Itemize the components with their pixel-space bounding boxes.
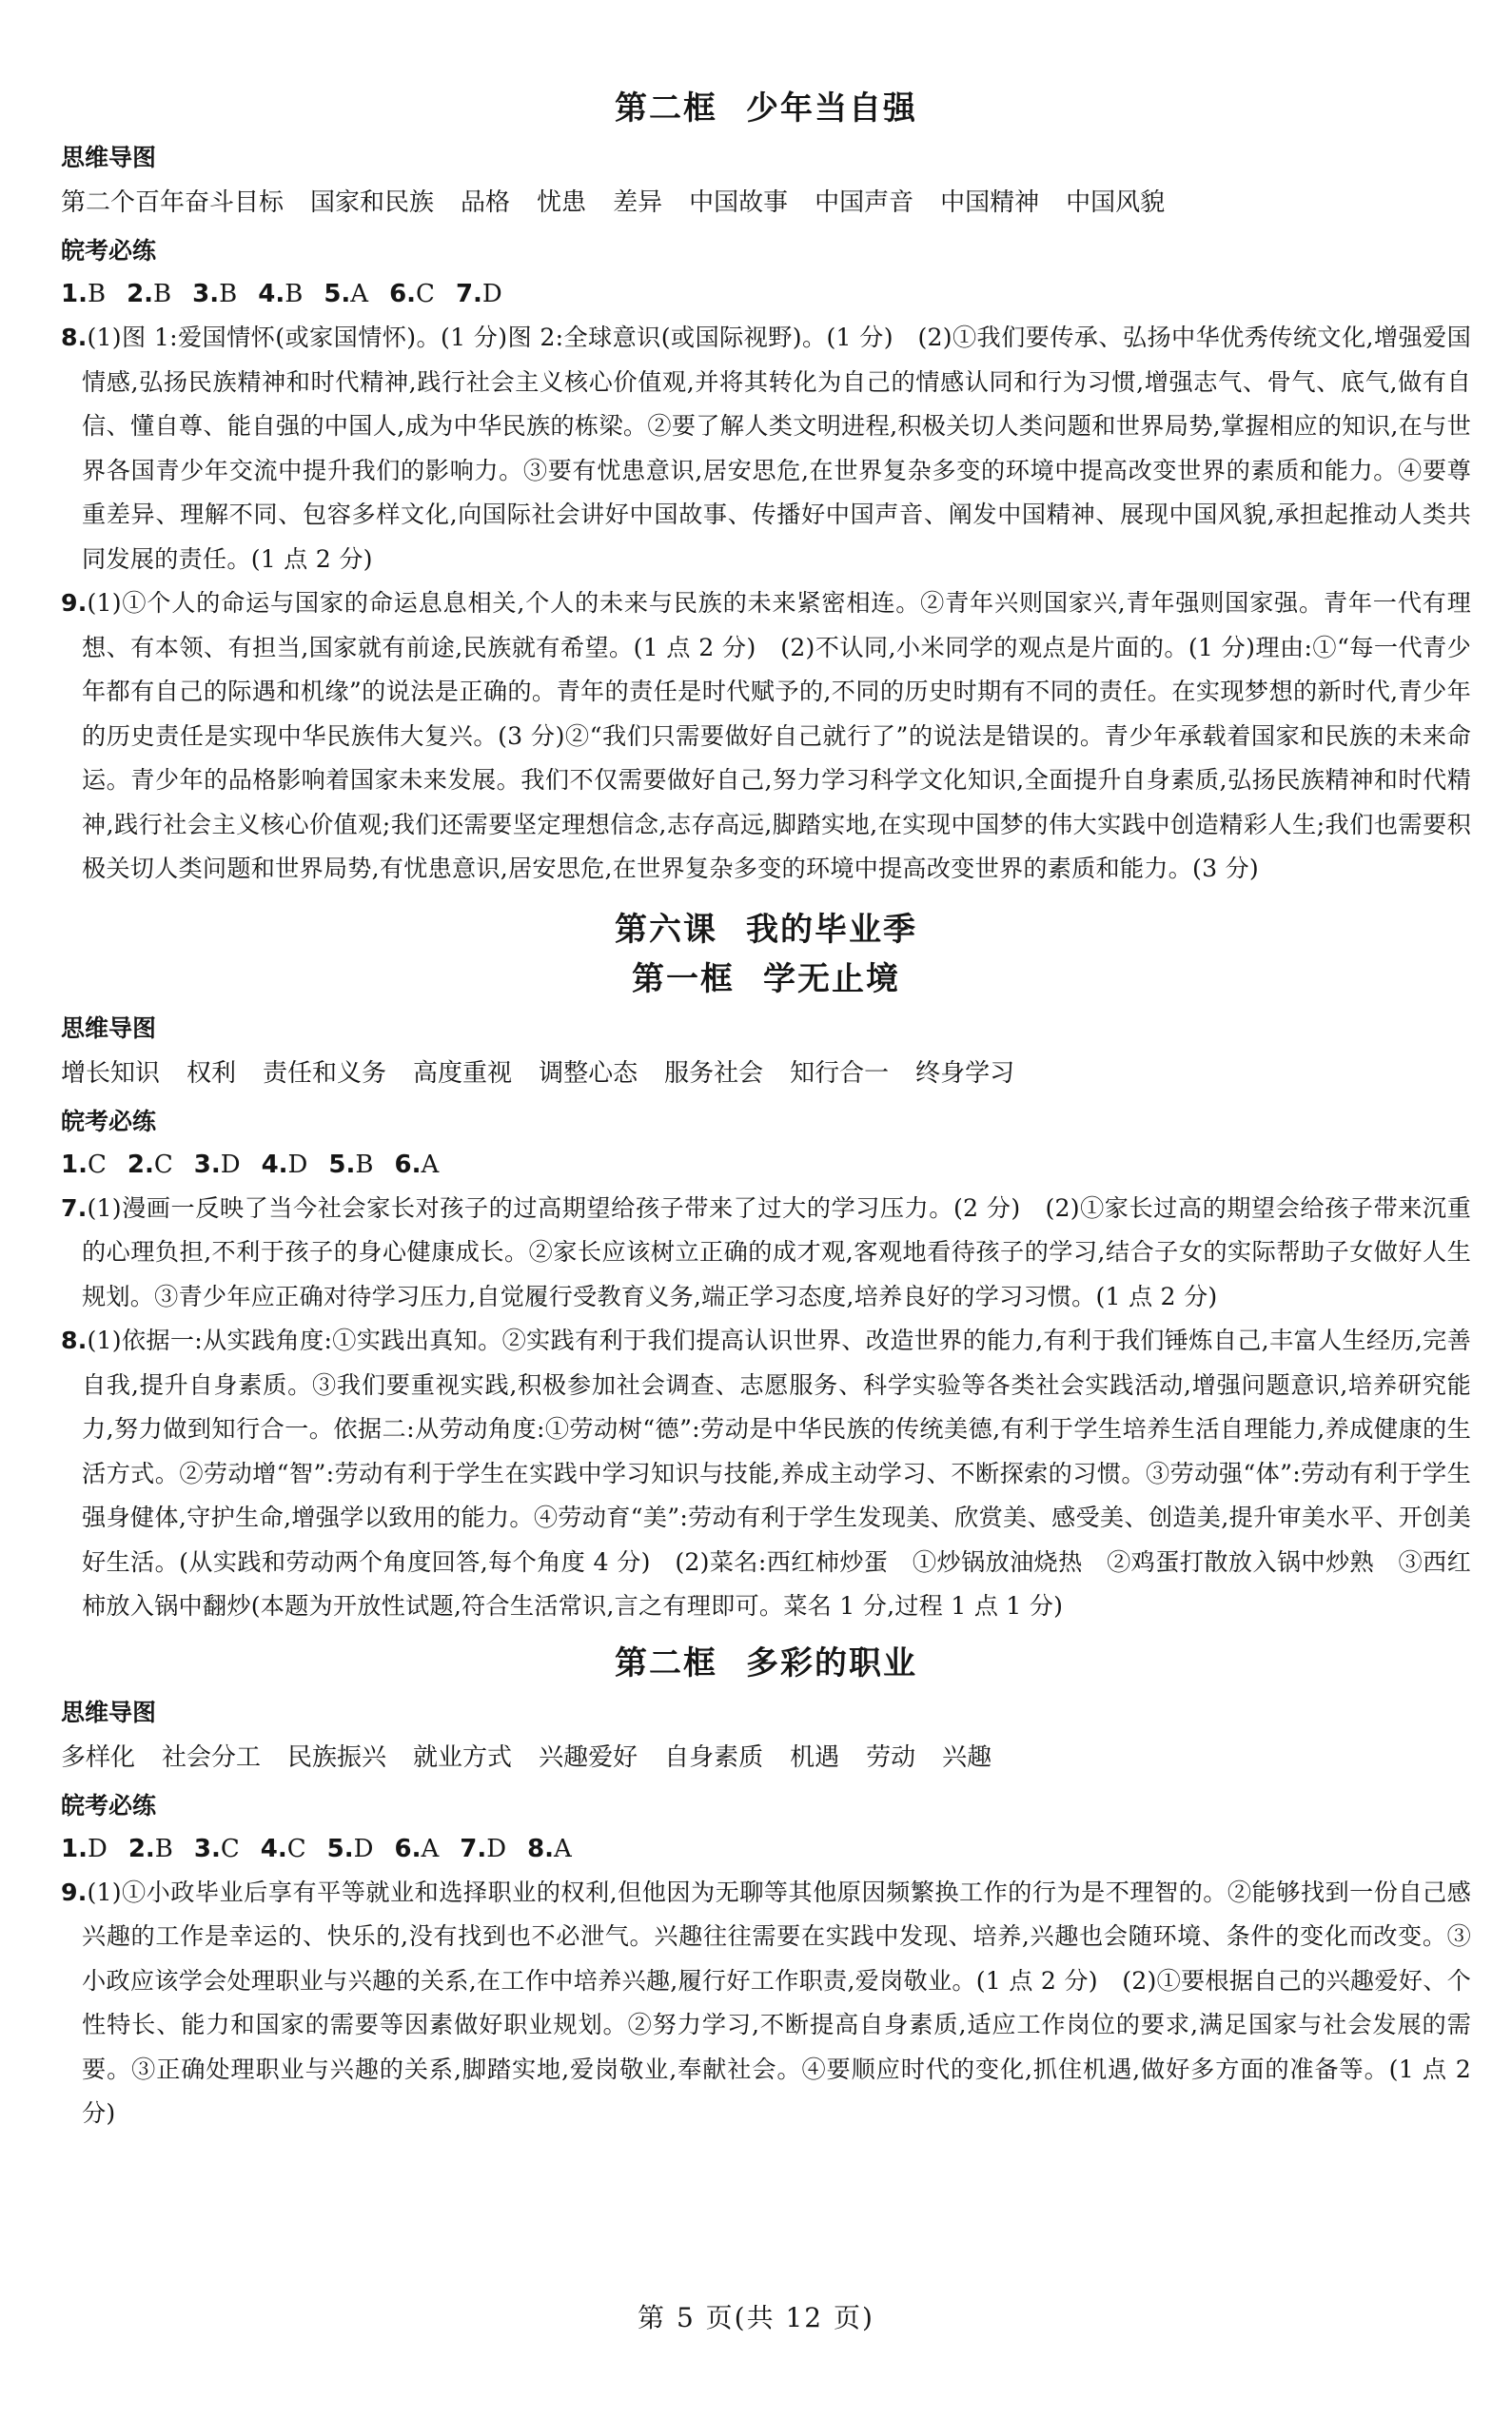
question-answer: 7.(1)漫画一反映了当今社会家长对孩子的过高期望给孩子带来了过大的学习压力。(2 分) (2)①家长过高的期望会给孩子带来沉重的心理负担,不利于孩子的身心健康成长。②家长应该树立正确的成才观,客观地看待孩子的学习,结合子女的实际帮助子女做好人生规划。③青少年应正确对待学习压力,自觉履行受教育义务,端正学习态度,培养良好的学习习惯。(1 点 2 分) <box>61 1193 1471 1310</box>
page-number-footer: 第 5 页(共 12 页) <box>638 2302 874 2333</box>
frame-number: 第二框 <box>615 1643 717 1682</box>
section-xuewuzhijing <box>61 905 1471 1629</box>
question-answer: 9.(1)①小政毕业后享有平等就业和选择职业的权利,但他因为无聊等其他原因频繁换工作的行为是不理智的。②能够找到一份自己感兴趣的工作是幸运的、快乐的,没有找到也不必泄气。兴趣往往需要在实践中发现、培养,兴趣也会随环境、条件的变化而改变。③小政应该学会处理职业与兴趣的关系,在工作中培养兴趣,履行好工作职责,爱岗敬业。(1 点 2 分) (2)①要根据自己的兴趣爱好、个性特长、能力和国家的需要等因素做好职业规划。②努力学习,不断提高自身素质,适应工作岗位的要求,满足国家与社会发展的需要。③正确处理职业与兴趣的关系,脚踏实地,爱岗敬业,奉献社会。④要顺应时代的变化,抓住机遇,做好多方面的准备等。(1 点 2 分) <box>61 1878 1471 2127</box>
answer-item: 2.B <box>127 280 172 308</box>
section-shaonian-dangziqiang <box>61 84 1471 892</box>
mindmap-keywords <box>61 1734 1471 1781</box>
keyword: 兴趣 <box>942 1742 992 1772</box>
keyword: 权利 <box>187 1058 237 1088</box>
answer-item: 5.D <box>326 1834 374 1863</box>
keyword: 忧患 <box>537 188 587 217</box>
question-answer: 8.(1)图 1:爱国情怀(或家国情怀)。(1 分)图 2:全球意识(或国际视野)。(1 分) (2)①我们要传承、弘扬中华优秀传统文化,增强爱国情感,弘扬民族精神和时代精神,践行社会主义核心价值观,并将其转化为自己的情感认同和行为习惯,增强志气、骨气、底气,做有自信、懂自尊、能自强的中国人,成为中华民族的栋梁。②要了解人类文明进程,积极关切人类问题和世界局势,掌握相应的知识,在与世界各国青少年交流中提升我们的影响力。③要有忧患意识,居安思危,在世界复杂多变的环境中提高改变世界的素质和能力。④要尊重差异、理解不同、包容多样文化,向国际社会讲好中国故事、传播好中国声音、阐发中国精神、展现中国风貌,承担起推动人类共同发展的责任。(1 点 2 分) <box>61 324 1471 573</box>
answer-item: 4.D <box>261 1150 308 1179</box>
answer-item: 8.A <box>527 1834 572 1863</box>
lesson-name: 我的毕业季 <box>746 910 917 949</box>
keyword: 中国故事 <box>689 188 789 217</box>
mindmap-keywords <box>61 1050 1471 1097</box>
answer-item: 2.B <box>128 1834 173 1863</box>
keyword: 国家和民族 <box>310 188 435 217</box>
mindmap-heading: 思维导图 <box>61 1013 157 1042</box>
answer-item: 7.D <box>455 280 502 308</box>
multiple-choice-answers <box>61 272 1471 316</box>
frame-name: 学无止境 <box>763 959 900 998</box>
keyword: 品格 <box>461 188 511 217</box>
answer-item: 1.B <box>61 280 107 308</box>
keyword: 多样化 <box>61 1742 136 1772</box>
frame-number: 第二框 <box>615 89 717 128</box>
frame-title <box>61 84 1471 133</box>
answer-item: 3.C <box>193 1834 240 1863</box>
answer-item: 7.D <box>460 1834 507 1863</box>
frame-number: 第一框 <box>632 959 735 998</box>
answer-item: 6.A <box>394 1150 440 1179</box>
keyword: 机遇 <box>790 1742 840 1772</box>
answer-item: 4.B <box>258 280 304 308</box>
answer-page <box>61 84 1471 2136</box>
keyword: 知行合一 <box>790 1058 890 1088</box>
answer-item: 1.C <box>61 1150 107 1179</box>
question-answer: 9.(1)①个人的命运与国家的命运息息相关,个人的未来与民族的未来紧密相连。②青年兴则国家兴,青年强则国家强。青年一代有理想、有本领、有担当,国家就有前途,民族就有希望。(1 点 2 分) (2)不认同,小米同学的观点是片面的。(1 分)理由:①“每一代青少年都有自己的际遇和机缘”的说法是正确的。青年的责任是时代赋予的,不同的历史时期有不同的责任。在实现梦想的新时代,青少年的历史责任是实现中华民族伟大复兴。(3 分)②“我们只需要做好自己就行了”的说法是错误的。青少年承载着国家和民族的未来命运。青少年的品格影响着国家未来发展。我们不仅需要做好自己,努力学习科学文化知识,全面提升自身素质,弘扬民族精神和时代精神,践行社会主义核心价值观;我们还需要坚定理想信念,志存高远,脚踏实地,在实现中国梦的伟大实践中创造精彩人生;我们也需要积极关切人类问题和世界局势,有忧患意识,居安思危,在世界复杂多变的环境中提高改变世界的素质和能力。(3 分) <box>61 589 1471 882</box>
lesson-title <box>61 905 1471 954</box>
question-answer: 8.(1)依据一:从实践角度:①实践出真知。②实践有利于我们提高认识世界、改造世界的能力,有利于我们锤炼自己,丰富人生经历,完善自我,提升自身素质。③我们要重视实践,积极参加社会调查、志愿服务、科学实验等各类社会实践活动,增强问题意识,培养研究能力,努力做到知行合一。依据二:从劳动角度:①劳动树“德”:劳动是中华民族的传统美德,有利于学生培养生活自理能力,养成健康的生活方式。②劳动增“智”:劳动有利于学生在实践中学习知识与技能,养成主动学习、不断探索的习惯。③劳动强“体”:劳动有利于学生强身健体,守护生命,增强学以致用的能力。④劳动育“美”:劳动有利于学生发现美、欣赏美、感受美、创造美,提升审美水平、开创美好生活。(从实践和劳动两个角度回答,每个角度 4 分) (2)菜名:西红柿炒蛋 ①炒锅放油烧热 ②鸡蛋打散放入锅中炒熟 ③西红柿放入锅中翻炒(本题为开放性试题,符合生活常识,言之有理即可。菜名 1 分,过程 1 点 1 分) <box>61 1327 1471 1620</box>
multiple-choice-answers <box>61 1143 1471 1187</box>
answer-item: 5.B <box>328 1150 374 1179</box>
keyword: 责任和义务 <box>263 1058 387 1088</box>
multiple-choice-answers <box>61 1827 1471 1871</box>
answer-item: 3.B <box>192 280 238 308</box>
section-duocai-de-zhiye <box>61 1639 1471 2136</box>
exam-heading: 皖考必练 <box>61 1791 157 1820</box>
answer-item: 3.D <box>193 1150 241 1179</box>
mindmap-keywords <box>61 179 1471 226</box>
mindmap-heading: 思维导图 <box>61 1698 157 1726</box>
keyword: 终身学习 <box>915 1058 1015 1088</box>
keyword: 增长知识 <box>61 1058 161 1088</box>
keyword: 民族振兴 <box>287 1742 387 1772</box>
keyword: 中国精神 <box>940 188 1040 217</box>
keyword: 就业方式 <box>413 1742 513 1772</box>
keyword: 中国风貌 <box>1066 188 1166 217</box>
keyword: 中国声音 <box>815 188 914 217</box>
keyword: 服务社会 <box>664 1058 764 1088</box>
answer-item: 6.A <box>394 1834 440 1863</box>
answer-item: 6.C <box>389 280 435 308</box>
frame-title <box>61 954 1471 1004</box>
keyword: 调整心态 <box>539 1058 638 1088</box>
answer-item: 5.A <box>324 280 369 308</box>
answer-item: 1.D <box>61 1834 108 1863</box>
answer-item: 4.C <box>260 1834 306 1863</box>
exam-heading: 皖考必练 <box>61 1107 157 1135</box>
mindmap-heading: 思维导图 <box>61 144 157 171</box>
answer-item: 2.C <box>127 1150 173 1179</box>
keyword: 自身素质 <box>664 1742 764 1772</box>
keyword: 差异 <box>613 188 663 217</box>
frame-name: 多彩的职业 <box>746 1643 917 1682</box>
lesson-number: 第六课 <box>615 910 717 949</box>
frame-name: 少年当自强 <box>746 89 917 128</box>
frame-title <box>61 1639 1471 1688</box>
keyword: 高度重视 <box>413 1058 513 1088</box>
keyword: 劳动 <box>866 1742 916 1772</box>
exam-heading: 皖考必练 <box>61 237 157 265</box>
keyword: 社会分工 <box>162 1742 262 1772</box>
keyword: 第二个百年奋斗目标 <box>61 188 285 217</box>
keyword: 兴趣爱好 <box>539 1742 638 1772</box>
